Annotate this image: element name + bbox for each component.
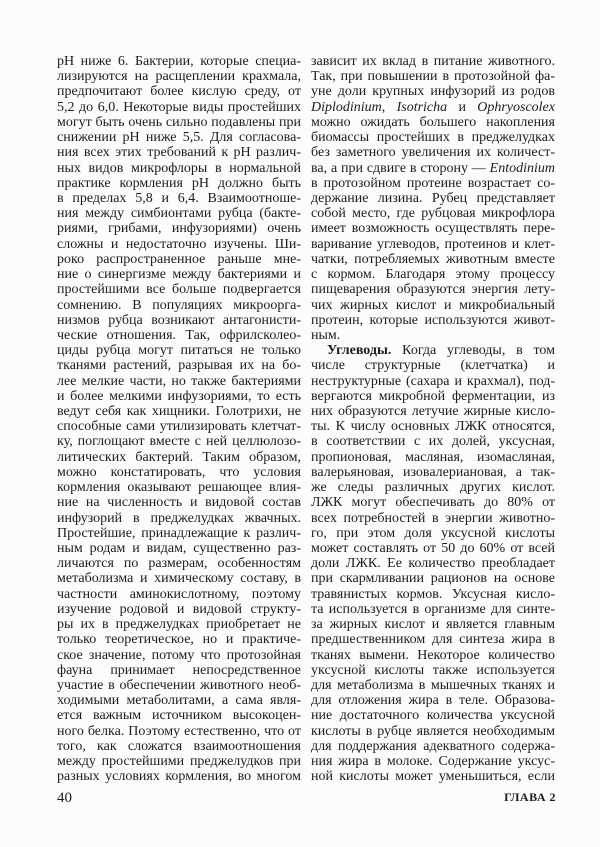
text-line: кормления оказывают решающее влия- (57, 480, 301, 496)
text-line: травянистых кормов. Уксусная кисло- (311, 586, 555, 602)
text-line: ходимыми метаболитами, а сама явля- (57, 693, 301, 709)
text-line: с кормом. Благодаря этому процессу (311, 267, 555, 283)
text-segment: и (447, 99, 478, 115)
text-line: числе структурные (клетчатка) и (311, 358, 555, 374)
text-line: личаются по размерам, особенностям (57, 556, 301, 572)
text-line: способные сами утилизировать клетчат- (57, 419, 301, 435)
text-line: ется важным источником высокоцен- (57, 708, 301, 724)
text-line: тканями растений, разрывая их на бо- (57, 358, 301, 374)
text-line: чих жирных кислот и микробиальный (311, 297, 555, 313)
text-line: за жирных кислот и является главным (311, 617, 555, 633)
text-line: того, как сложатся взаимоотношения (57, 738, 301, 754)
text-line: ческие отношения. Так, офрилсколео- (57, 327, 301, 343)
right-text-column (311, 54, 555, 785)
text-line: роко распространенное раньше мне- (57, 251, 301, 267)
text-segment: , (381, 99, 397, 115)
text-line: ным родам и видам, существенно раз- (57, 541, 301, 556)
text-line: 5,2 до 6,0. Некоторые виды простейших (57, 99, 301, 115)
text-line: инфузорий в преджелудках жвачных. (57, 510, 301, 526)
text-line: только теоретическое, но и практиче- (57, 632, 301, 648)
text-line: разных условиях кормления, во многом (57, 769, 301, 785)
text-line: ных видов микрофлоры в нормальной (57, 160, 301, 176)
text-line: литических бактерий. Таким образом, (57, 449, 301, 465)
text-segment: Когда углеводы, в том (391, 343, 555, 359)
text-line: го, при этом доля уксусной кислоты (311, 525, 555, 541)
text-line: пропионовая, масляная, изомасляная, (311, 449, 555, 465)
text-line: уне доли крупных инфузорий из родов (311, 84, 555, 100)
text-line: циды рубца могут питаться не только (57, 343, 301, 359)
text-line: доли ЛЖК. Ее количество преобладает (311, 556, 555, 572)
latin-genus-name: Isotricha (396, 99, 448, 115)
text-line: ной кислоты может уменьшиться, если (311, 769, 555, 785)
section-run-in-heading: Углеводы. (327, 343, 392, 359)
text-line: ты. К числу основных ЛЖК относятся, (311, 419, 555, 435)
text-line: для отложения жира в теле. Образова- (311, 693, 555, 709)
text-line: ния всех этих требований к pH различ- (57, 145, 301, 161)
text-line: ку, поглощают вместе с ней целлюлозо- (57, 434, 301, 450)
text-line: предшественником для синтеза жира в (311, 632, 555, 648)
text-line: pH ниже 6. Бактерии, которые специа- (57, 54, 301, 69)
page-number: 40 (57, 790, 72, 806)
text-line: ское значение, потому что протозойная (57, 647, 301, 663)
text-line: ния между симбионтами рубца (бакте- (57, 206, 301, 222)
text-line: могут быть очень сильно подавлены при (57, 114, 301, 130)
chapter-footer: ГЛАВА 2 (504, 790, 556, 804)
text-line: низмов рубца возникают антагонисти- (57, 312, 301, 328)
text-line: участие в обеспечении животного необ- (57, 677, 301, 693)
latin-genus-name: Ophryoscolex (477, 99, 555, 115)
text-line (311, 100, 555, 115)
text-line: для метаболизма в мышечных тканях и (311, 677, 555, 693)
text-line: же следы различных других кислот. (311, 480, 555, 496)
text-line: собой место, где рубцовая микрофлора (311, 206, 555, 222)
text-line: Простейшие, принадлежащие к различ- (57, 525, 301, 541)
text-line: снижении pH ниже 5,5. Для согласова- (57, 130, 301, 146)
text-line: ным. (311, 327, 341, 343)
text-line: ния жира в молоке. Содержание уксус- (311, 754, 555, 770)
text-line (311, 161, 555, 176)
text-line: вергаются микробной ферментации, из (311, 388, 555, 404)
latin-genus-name: Diplodinium (311, 99, 382, 115)
text-line: Так, при повышении в протозойной фа- (311, 69, 555, 85)
text-line: тканях вымени. Некоторое количество (311, 647, 555, 663)
text-line: лее мелкие части, но также бактериями (57, 373, 301, 389)
text-line: всех потребностей в энергии животно- (311, 510, 555, 526)
text-line: неструктурные (сахара и крахмал), под- (311, 373, 555, 389)
text-line: них образуются летучие жирные кисло- (311, 404, 555, 420)
text-line: фауна принимает непосредственное (57, 662, 301, 678)
text-line: предпочитают более кислую среду, от (57, 84, 301, 100)
text-line: лизируются на расщеплении крахмала, (57, 69, 301, 85)
text-line: метаболизма и химическому составу, в (57, 571, 301, 587)
text-line: риями, грибами, инфузориями) очень (57, 221, 301, 237)
text-line: простейшими все больше подвергается (57, 282, 301, 298)
text-line: практике кормления pH должно быть (57, 175, 301, 191)
text-line: та используется в организме для синте- (311, 601, 555, 617)
text-line: при скармливании рационов на основе (311, 571, 555, 587)
text-line (311, 343, 555, 358)
text-line: можно ожидать большего накопления (311, 114, 555, 130)
left-text-column (57, 54, 301, 785)
text-line: ние достаточного количества уксусной (311, 708, 555, 724)
text-line: без заметного увеличения их количест- (311, 145, 555, 161)
text-line: между простейшими преджелудков при (57, 754, 301, 770)
text-line: ЛЖК могут обеспечивать до 80% от (311, 495, 555, 511)
text-line: кислоты в рубце является необходимым (311, 723, 555, 739)
text-line: ного белка. Поэтому естественно, что от (57, 723, 301, 739)
text-line: можно констатировать, что условия (57, 464, 301, 480)
text-line: ние на численность и видовой состав (57, 495, 301, 511)
text-line: уксусной кислоты также используется (311, 662, 555, 678)
text-segment: ва, а при сдвиге в сторону — (311, 160, 490, 176)
text-line: протеин, которые используются живот- (311, 312, 555, 328)
text-line: имеет возможность осуществлять пере- (311, 221, 555, 237)
text-line: в пределах 5,8 и 6,4. Взаимоотноше- (57, 190, 301, 206)
text-line: держание лизина. Рубец представляет (311, 190, 555, 206)
text-line: зависит их вклад в питание животного. (311, 54, 555, 69)
text-line: в соответствии с их долей, уксусная, (311, 434, 555, 450)
text-line: ры их в преджелудках приобретает не (57, 617, 301, 633)
text-line: и более мелкими инфузориями, то есть (57, 388, 301, 404)
text-line: ние о синергизме между бактериями и (57, 267, 301, 283)
text-line: сомнению. В популяциях микроорга- (57, 297, 301, 313)
text-line: для поддержания адекватного содержа- (311, 738, 555, 754)
text-line: пищеварения образуются энергия лету- (311, 282, 555, 298)
text-line: биомассы простейших в преджелудках (311, 130, 555, 146)
text-line: может составлять от 50 до 60% от всей (311, 541, 555, 556)
text-line: ведут себя как хищники. Голотрихи, не (57, 404, 301, 420)
text-line: чатки, потребляемых животным вместе (311, 251, 555, 267)
latin-genus-name: Entodinium (489, 160, 555, 176)
text-line: изучение родовой и видовой структу- (57, 601, 301, 617)
text-line: в протозойном протеине возрастает со- (311, 175, 555, 191)
text-line: варивание углеводов, протеинов и клет- (311, 236, 555, 252)
text-line: валерьяновая, изовалериановая, а так- (311, 464, 555, 480)
text-line: сложны и недостаточно изучены. Ши- (57, 236, 301, 252)
text-line: частности аминокислотному, поэтому (57, 586, 301, 602)
